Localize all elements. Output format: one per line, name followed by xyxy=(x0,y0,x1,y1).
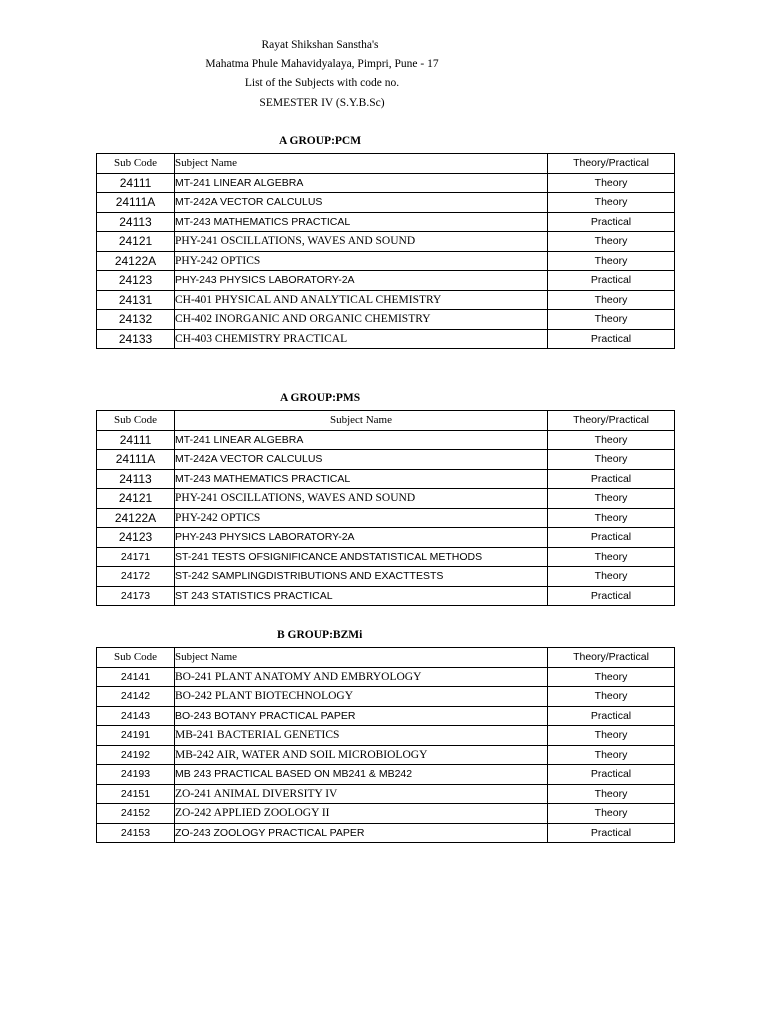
subject-name-cell: PHY-243 PHYSICS LABORATORY-2A xyxy=(175,271,548,291)
column-header-sub-code: Sub Code xyxy=(97,154,175,174)
column-header-subject-name: Subject Name xyxy=(175,648,548,668)
subject-name-cell: CH-401 PHYSICAL AND ANALYTICAL CHEMISTRY xyxy=(175,290,548,310)
type-cell: Theory xyxy=(548,667,675,687)
sub-code-cell: 24191 xyxy=(97,726,175,746)
subject-name-cell: PHY-241 OSCILLATIONS, WAVES AND SOUND xyxy=(175,489,548,509)
sub-code-cell: 24123 xyxy=(97,528,175,548)
type-cell: Theory xyxy=(548,567,675,587)
sub-code-cell: 24133 xyxy=(97,329,175,349)
table-row xyxy=(97,667,675,687)
type-cell: Theory xyxy=(548,290,675,310)
table-header-row xyxy=(97,154,675,174)
subjects-table-bzmi xyxy=(96,647,675,843)
sub-code-cell: 24152 xyxy=(97,804,175,824)
table-row xyxy=(97,687,675,707)
type-cell: Theory xyxy=(548,193,675,213)
subject-name-cell: PHY-243 PHYSICS LABORATORY-2A xyxy=(175,528,548,548)
type-cell: Practical xyxy=(548,329,675,349)
sub-code-cell: 24111 xyxy=(97,430,175,450)
table-row xyxy=(97,450,675,470)
sub-code-cell: 24113 xyxy=(97,469,175,489)
table-row xyxy=(97,310,675,330)
table-row xyxy=(97,469,675,489)
column-header-subject-name: Subject Name xyxy=(175,154,548,174)
table-row xyxy=(97,290,675,310)
subjects-table-pcm xyxy=(96,153,675,349)
subject-name-cell: ST-242 SAMPLINGDISTRIBUTIONS AND EXACTTESTS xyxy=(175,567,548,587)
column-header-theory-practical: Theory/Practical xyxy=(548,411,675,431)
list-title: List of the Subjects with code no. xyxy=(244,77,400,89)
subject-name-cell: MT-242A VECTOR CALCULUS xyxy=(175,193,548,213)
sub-code-cell: 24141 xyxy=(97,667,175,687)
subject-name-cell: BO-241 PLANT ANATOMY AND EMBRYOLOGY xyxy=(175,667,548,687)
subject-name-cell: PHY-242 OPTICS xyxy=(175,251,548,271)
column-header-sub-code: Sub Code xyxy=(97,411,175,431)
column-header-subject-name: Subject Name xyxy=(175,411,548,431)
subject-name-cell: MT-243 MATHEMATICS PRACTICAL xyxy=(175,212,548,232)
subject-name-cell: CH-402 INORGANIC AND ORGANIC CHEMISTRY xyxy=(175,310,548,330)
table-row xyxy=(97,765,675,785)
table-row xyxy=(97,193,675,213)
subject-name-cell: CH-403 CHEMISTRY PRACTICAL xyxy=(175,329,548,349)
sub-code-cell: 24143 xyxy=(97,706,175,726)
sub-code-cell: 24122A xyxy=(97,251,175,271)
sub-code-cell: 24132 xyxy=(97,310,175,330)
sub-code-cell: 24153 xyxy=(97,823,175,843)
table-row xyxy=(97,823,675,843)
sub-code-cell: 24121 xyxy=(97,489,175,509)
sub-code-cell: 24171 xyxy=(97,547,175,567)
type-cell: Practical xyxy=(548,528,675,548)
table-row xyxy=(97,251,675,271)
sub-code-cell: 24192 xyxy=(97,745,175,765)
subject-name-cell: MB-241 BACTERIAL GENETICS xyxy=(175,726,548,746)
sub-code-cell: 24193 xyxy=(97,765,175,785)
subject-name-cell: BO-242 PLANT BIOTECHNOLOGY xyxy=(175,687,548,707)
type-cell: Practical xyxy=(548,586,675,606)
sub-code-cell: 24151 xyxy=(97,784,175,804)
table-row xyxy=(97,489,675,509)
sub-code-cell: 24142 xyxy=(97,687,175,707)
group-title-bzmi: B GROUP:BZMi xyxy=(277,629,363,641)
subject-name-cell: MT-243 MATHEMATICS PRACTICAL xyxy=(175,469,548,489)
table-row xyxy=(97,586,675,606)
group-title-pcm: A GROUP:PCM xyxy=(279,135,362,147)
subject-name-cell: ZO-242 APPLIED ZOOLOGY II xyxy=(175,804,548,824)
type-cell: Theory xyxy=(548,547,675,567)
table-row xyxy=(97,329,675,349)
table-row xyxy=(97,173,675,193)
table-row xyxy=(97,508,675,528)
subject-name-cell: ZO-241 ANIMAL DIVERSITY IV xyxy=(175,784,548,804)
type-cell: Practical xyxy=(548,823,675,843)
sub-code-cell: 24131 xyxy=(97,290,175,310)
college-name: Mahatma Phule Mahavidyalaya, Pimpri, Pune - 17 xyxy=(205,58,439,70)
table-row xyxy=(97,528,675,548)
subject-name-cell: ZO-243 ZOOLOGY PRACTICAL PAPER xyxy=(175,823,548,843)
table-header-row xyxy=(97,411,675,431)
sub-code-cell: 24113 xyxy=(97,212,175,232)
sub-code-cell: 24111A xyxy=(97,450,175,470)
type-cell: Theory xyxy=(548,173,675,193)
subject-name-cell: PHY-242 OPTICS xyxy=(175,508,548,528)
subject-name-cell: MT-242A VECTOR CALCULUS xyxy=(175,450,548,470)
table-row xyxy=(97,567,675,587)
sub-code-cell: 24172 xyxy=(97,567,175,587)
sub-code-cell: 24111 xyxy=(97,173,175,193)
table-row xyxy=(97,547,675,567)
type-cell: Theory xyxy=(548,745,675,765)
subject-name-cell: BO-243 BOTANY PRACTICAL PAPER xyxy=(175,706,548,726)
column-header-theory-practical: Theory/Practical xyxy=(548,648,675,668)
table-row xyxy=(97,726,675,746)
type-cell: Theory xyxy=(548,687,675,707)
type-cell: Theory xyxy=(548,251,675,271)
table-row xyxy=(97,232,675,252)
column-header-theory-practical: Theory/Practical xyxy=(548,154,675,174)
table-row xyxy=(97,271,675,291)
subject-name-cell: MT-241 LINEAR ALGEBRA xyxy=(175,430,548,450)
type-cell: Practical xyxy=(548,765,675,785)
type-cell: Theory xyxy=(548,450,675,470)
sub-code-cell: 24173 xyxy=(97,586,175,606)
subject-name-cell: ST 243 STATISTICS PRACTICAL xyxy=(175,586,548,606)
type-cell: Theory xyxy=(548,310,675,330)
type-cell: Theory xyxy=(548,232,675,252)
type-cell: Theory xyxy=(548,430,675,450)
type-cell: Practical xyxy=(548,212,675,232)
semester-title: SEMESTER IV (S.Y.B.Sc) xyxy=(259,97,385,109)
sub-code-cell: 24123 xyxy=(97,271,175,291)
type-cell: Practical xyxy=(548,706,675,726)
type-cell: Theory xyxy=(548,784,675,804)
sub-code-cell: 24121 xyxy=(97,232,175,252)
type-cell: Theory xyxy=(548,804,675,824)
subject-name-cell: MB 243 PRACTICAL BASED ON MB241 & MB242 xyxy=(175,765,548,785)
type-cell: Theory xyxy=(548,508,675,528)
type-cell: Theory xyxy=(548,726,675,746)
subjects-table-pms xyxy=(96,410,675,606)
subject-name-cell: PHY-241 OSCILLATIONS, WAVES AND SOUND xyxy=(175,232,548,252)
column-header-sub-code: Sub Code xyxy=(97,648,175,668)
subject-name-cell: MT-241 LINEAR ALGEBRA xyxy=(175,173,548,193)
subject-name-cell: ST-241 TESTS OFSIGNIFICANCE ANDSTATISTICAL METHODS xyxy=(175,547,548,567)
table-header-row xyxy=(97,648,675,668)
table-row xyxy=(97,745,675,765)
group-title-pms: A GROUP:PMS xyxy=(280,392,361,404)
type-cell: Theory xyxy=(548,489,675,509)
institution-name: Rayat Shikshan Sanstha's xyxy=(261,39,379,51)
table-row xyxy=(97,430,675,450)
table-row xyxy=(97,706,675,726)
subject-name-cell: MB-242 AIR, WATER AND SOIL MICROBIOLOGY xyxy=(175,745,548,765)
table-row xyxy=(97,784,675,804)
type-cell: Practical xyxy=(548,271,675,291)
sub-code-cell: 24122A xyxy=(97,508,175,528)
table-row xyxy=(97,804,675,824)
sub-code-cell: 24111A xyxy=(97,193,175,213)
table-row xyxy=(97,212,675,232)
type-cell: Practical xyxy=(548,469,675,489)
